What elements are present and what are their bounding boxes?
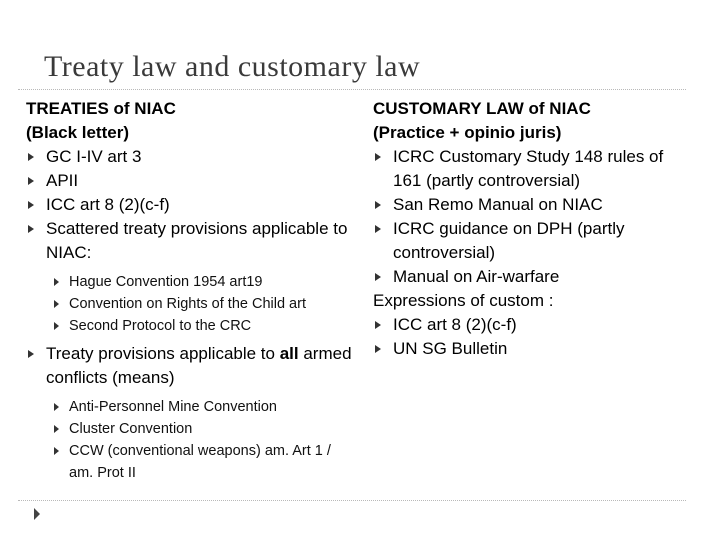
treaties-column — [26, 97, 356, 484]
bullet-arrow-icon — [28, 201, 34, 209]
slide-title: Treaty law and customary law — [44, 50, 421, 83]
list-item — [373, 265, 693, 289]
sub-list-item-text: Cluster Convention — [69, 421, 193, 437]
bullet-arrow-icon — [375, 273, 381, 281]
bullet-arrow-icon — [375, 345, 381, 353]
list-item — [373, 145, 693, 193]
list-item-text: Scattered treaty provisions applicable to NIAC: — [46, 219, 348, 262]
bullet-arrow-icon — [28, 350, 34, 358]
sub-list-item-text: Convention on Rights of the Child art — [69, 296, 306, 312]
sub-list-item-text: Second Protocol to the CRC — [69, 318, 252, 334]
list-item-text-pre: Treaty provisions applicable to — [46, 344, 280, 363]
sub-list-item-text: Anti-Personnel Mine Convention — [69, 399, 277, 415]
sub-list-item — [26, 315, 356, 337]
bullet-arrow-icon — [54, 300, 59, 308]
expressions-label: Expressions of custom : — [373, 291, 554, 310]
sub-list-item — [26, 271, 356, 293]
list-item — [26, 169, 356, 193]
bullet-arrow-icon — [28, 153, 34, 161]
list-item-text: GC I-IV art 3 — [46, 147, 142, 166]
list-item — [26, 217, 356, 265]
list-item-text-post: armed conflicts (means) — [46, 344, 352, 387]
customary-column — [373, 97, 693, 361]
bullet-arrow-icon — [54, 322, 59, 330]
bullet-arrow-icon — [375, 321, 381, 329]
list-item-text: ICRC Customary Study 148 rules of 161 (partly controversial) — [393, 147, 664, 190]
bullet-arrow-icon — [28, 177, 34, 185]
sub-list-item — [26, 293, 356, 315]
list-item-text: ICRC guidance on DPH (partly controversial) — [393, 219, 625, 262]
list-item-text: UN SG Bulletin — [393, 339, 508, 358]
sub-list-item-text: Hague Convention 1954 art19 — [69, 274, 263, 290]
bullet-arrow-icon — [54, 425, 59, 433]
bullet-arrow-icon — [375, 153, 381, 161]
treaties-heading: TREATIES of NIAC — [26, 99, 176, 118]
sub-list-item — [26, 440, 356, 484]
bullet-arrow-icon — [54, 447, 59, 455]
customary-heading: CUSTOMARY LAW of NIAC — [373, 99, 591, 118]
sub-list-item — [26, 418, 356, 440]
bullet-arrow-icon — [54, 278, 59, 286]
sub-list-item — [26, 396, 356, 418]
list-item — [373, 217, 693, 265]
list-item-text: ICC art 8 (2)(c-f) — [393, 315, 517, 334]
list-item — [373, 337, 693, 361]
title-divider — [18, 89, 686, 90]
treaties-subheading: (Black letter) — [26, 123, 129, 142]
customary-subheading: (Practice + opinio juris) — [373, 123, 562, 142]
list-item — [373, 313, 693, 337]
next-slide-arrow-icon[interactable] — [34, 508, 40, 520]
list-item-text-emphasis: all — [279, 344, 299, 363]
list-item-text: ICC art 8 (2)(c-f) — [46, 195, 170, 214]
bullet-arrow-icon — [375, 201, 381, 209]
list-item — [26, 145, 356, 169]
bullet-arrow-icon — [28, 225, 34, 233]
list-item — [373, 193, 693, 217]
list-item-text: San Remo Manual on NIAC — [393, 195, 603, 214]
list-item — [26, 342, 356, 390]
sub-list-item-text: CCW (conventional weapons) am. Art 1 / am. Prot II — [69, 443, 331, 481]
bullet-arrow-icon — [54, 403, 59, 411]
list-item-text: APII — [46, 171, 79, 190]
list-item — [26, 193, 356, 217]
footer-divider — [18, 500, 686, 501]
bullet-arrow-icon — [375, 225, 381, 233]
list-item-text: Manual on Air-warfare — [393, 267, 560, 286]
